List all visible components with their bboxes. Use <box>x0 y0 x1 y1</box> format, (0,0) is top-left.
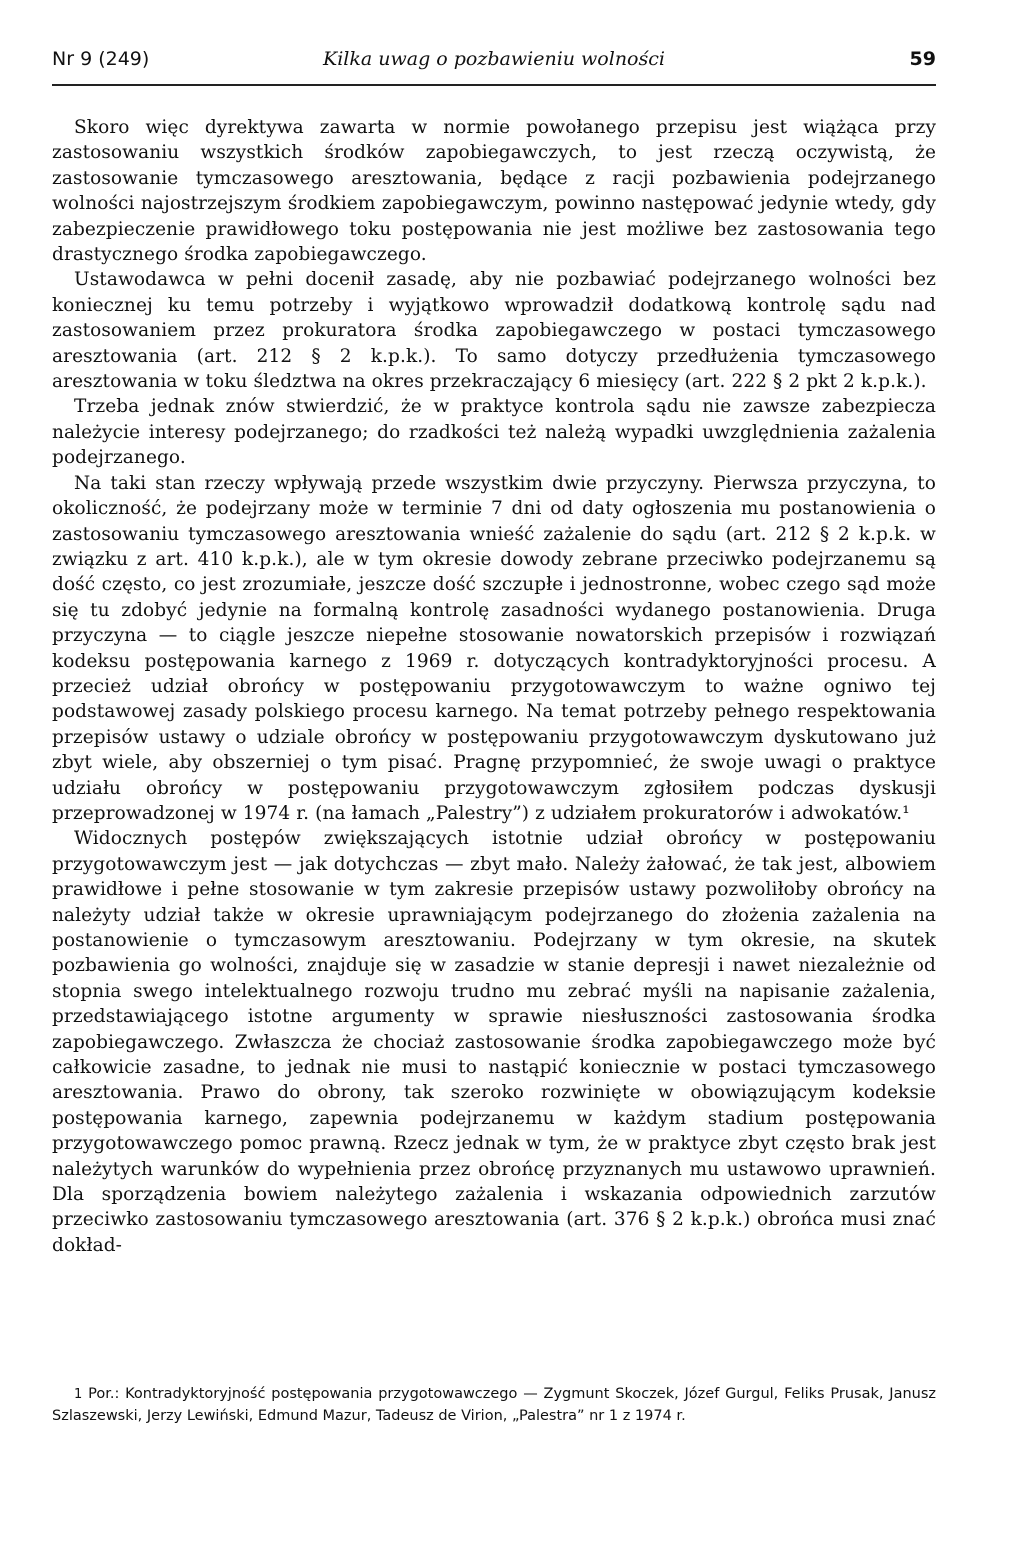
paragraph: Trzeba jednak znów stwierdzić, że w praktyce kontrola sądu nie zawsze zabezpiecza należycie interesy podejrzanego; do rzadkości też należą wypadki uwzględnienia zażalenia podejrzanego. <box>52 396 936 469</box>
footnote <box>52 1384 936 1427</box>
header-rule <box>52 84 936 86</box>
article-body <box>52 115 936 1258</box>
paragraph: Na taki stan rzeczy wpływają przede wszystkim dwie przyczyny. Pierwsza przyczyna, to okoliczność, że podejrzany może w terminie 7 dni od daty ogłoszenia mu postanowienia o zastosowaniu tymczasowego aresztowania wnieść zażalenie do sądu (art. 212 § 2 k.p.k. w związku z art. 410 k.p.k.), ale w tym okresie dowody zebrane przeciwko podejrzanemu są dość często, co jest zrozumiałe, jeszcze dość szczupłe i jednostronne, wobec czego sąd może się tu zdobyć jedynie na formalną kontrolę zasadności wydanego postanowienia. Druga przyczyna — to ciągle jeszcze niepełne stosowanie nowatorskich przepisów i rozwiązań kodeksu postępowania karnego z 1969 r. dotyczących kontradyktoryjności procesu. A przecież udział obrońcy w postępowaniu przygotowawczym to ważne ogniwo tej podstawowej zasady polskiego procesu karnego. Na temat potrzeby pełnego respektowania przepisów ustawy o udziale obrońcy w postępowaniu przygotowawczym dyskutowano już zbyt wiele, aby obszerniej o tym pisać. Pragnę przypomnieć, że swoje uwagi o praktyce udziału obrońcy w postępowaniu przygotowawczym zgłosiłem podczas dyskusji przeprowadzonej w 1974 r. (na łamach „Palestry”) z udziałem prokuratorów i adwokatów.¹ <box>52 472 936 824</box>
issue-number: Nr 9 (249) <box>52 48 150 70</box>
page-number: 59 <box>909 48 936 70</box>
footnote-number: 1 <box>74 1387 83 1402</box>
running-header <box>52 48 936 76</box>
paragraph: Widocznych postępów zwiększających istotnie udział obrońcy w postępowaniu przygotowawczym jest — jak dotychczas — zbyt mało. Należy żałować, że tak jest, albowiem prawidłowe i pełne stosowanie w tym zakresie przepisów ustawy pozwoliłoby obrońcy na należyty udział także w okresie uprawniającym podejrzanego do złożenia zażalenia na postanowienie o tymczasowym aresztowaniu. Podejrzany w tym okresie, na skutek pozbawienia go wolności, znajduje się w zasadzie w stanie depresji i nawet niezależnie od stopnia swego intelektualnego rozwoju trudno mu zebrać myśli na napisanie zażalenia, przedstawiającego istotne argumenty w sprawie niesłuszności zastosowania środka zapobiegawczego. Zwłaszcza że chociaż zastosowanie środka zapobiegawczego może być całkowicie zasadne, to jednak nie musi to nastąpić koniecznie w postaci tymczasowego aresztowania. Prawo do obrony, tak szeroko rozwinięte w obowiązującym kodeksie postępowania karnego, zapewnia podejrzanemu w każdym stadium postępowania przygotowawczego pomoc prawną. Rzecz jednak w tym, że w praktyce zbyt często brak jest należytych warunków do wypełnienia przez obrońcę przyznanych mu ustawowo uprawnień. Dla sporządzenia bowiem należytego zażalenia i wskazania odpowiednich zarzutów przeciwko zastosowaniu tymczasowego aresztowania (art. 376 § 2 k.p.k.) obrońca musi znać dokład- <box>52 828 936 1256</box>
paragraph: Ustawodawca w pełni docenił zasadę, aby nie pozbawiać podejrzanego wolności bez koniecznej ku temu potrzeby i wyjątkowo wprowadził dodatkową kontrolę sądu nad zastosowaniem przez prokuratora środka zapobiegawczego w postaci tymczasowego aresztowania (art. 212 § 2 k.p.k.). To samo dotyczy przedłużenia tymczasowego aresztowania w toku śledztwa na okres przekraczający 6 miesięcy (art. 222 § 2 pkt 2 k.p.k.). <box>52 269 936 393</box>
paragraph: Skoro więc dyrektywa zawarta w normie powołanego przepisu jest wiążąca przy zastosowaniu wszystkich środków zapobiegawczych, to jest rzeczą oczywistą, że zastosowanie tymczasowego aresztowania, będące z racji pozbawienia podejrzanego wolności najostrzejszym środkiem zapobiegawczym, powinno następować jedynie wtedy, gdy zabezpieczenie prawidłowego toku postępowania nie jest możliwe bez zastosowania tego drastycznego środka zapobiegawczego. <box>52 117 936 266</box>
footnote-text: Por.: Kontradyktoryjność postępowania przygotowawczego — Zygmunt Skoczek, Józef Gurgul, Feliks Prusak, Janusz Szlaszewski, Jerzy Lewiński, Edmund Mazur, Tadeusz de Virion, „Palestra” nr 1 z 1974 r. <box>52 1386 937 1424</box>
running-title: Kilka uwag o pozbawieniu wolności <box>323 48 665 70</box>
document-page <box>52 0 936 1555</box>
